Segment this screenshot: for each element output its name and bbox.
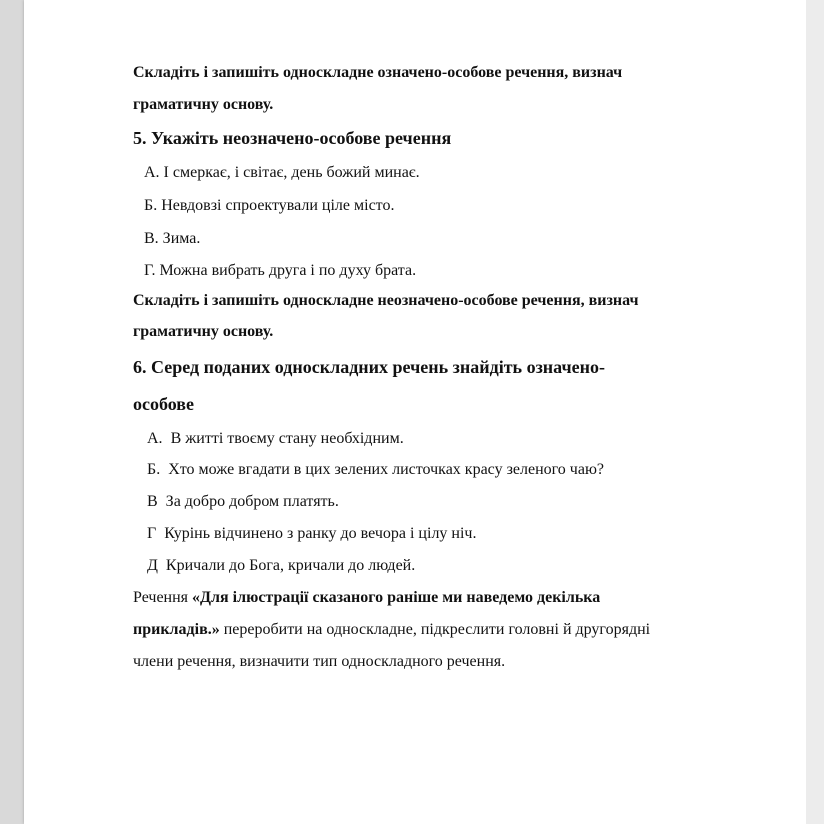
q6-option-v-letter: В: [147, 493, 158, 510]
q6-option-a-text: В житті твоєму стану необхідним.: [170, 430, 404, 447]
final-task-line3: члени речення, визначити тип односкладного речення.: [133, 653, 506, 670]
q6-option-d-letter: Д: [147, 557, 158, 574]
q6-option-b-text: Хто може вгадати в цих зелених листочках красу зеленого чаю?: [168, 461, 605, 478]
page-edge: [806, 0, 824, 824]
final-task-line2: [133, 620, 650, 640]
final-task-line1: [133, 588, 600, 608]
q6-option-v: [147, 492, 339, 512]
q6-option-h-text: Курінь відчинено з ранку до вечора і цілу ніч.: [164, 525, 477, 542]
q6-option-a-letter: А.: [147, 430, 163, 447]
q6-option-h-letter: Г: [147, 525, 157, 542]
q6-option-d: [147, 556, 415, 576]
task4-instruction-line2: граматичну основу.: [133, 96, 274, 113]
q6-option-b-letter: Б.: [147, 461, 161, 478]
q5-option-b: Б. Невдовзі спроектували ціле місто.: [144, 197, 395, 214]
question-6-title-line1: 6. Серед поданих односкладних речень знайдіть означено-: [133, 357, 605, 377]
final-task-quote-part2: прикладів.»: [133, 621, 220, 638]
q6-option-a: [147, 429, 404, 449]
final-task-quote-part1: «Для ілюстрації сказаного раніше ми наведемо декілька: [192, 589, 601, 606]
q6-option-d-text: Кричали до Бога, кричали до людей.: [165, 557, 416, 574]
q6-option-b: [147, 460, 604, 480]
question-5-title: 5. Укажіть неозначено-особове речення: [133, 128, 452, 148]
q6-option-h: [147, 524, 476, 544]
final-task-prefix: Речення: [133, 589, 193, 606]
q5-option-a: А. І смеркає, і світає, день божий минає.: [144, 164, 420, 181]
final-task-rest: переробити на односкладне, підкреслити головні й другорядні: [219, 621, 651, 638]
q5-instruction-line1: Складіть і запишіть односкладне неозначено-особове речення, визнач: [133, 292, 639, 309]
q5-option-h: Г. Можна вибрать друга і по духу брата.: [144, 262, 417, 279]
question-6-title-line2: особове: [133, 394, 195, 414]
q5-option-v: В. Зима.: [144, 230, 201, 247]
task4-instruction-line1: Складіть і запишіть односкладне означено-особове речення, визнач: [133, 64, 623, 81]
q6-option-v-text: За добро добром платять.: [165, 493, 339, 510]
q5-instruction-line2: граматичну основу.: [133, 323, 274, 340]
